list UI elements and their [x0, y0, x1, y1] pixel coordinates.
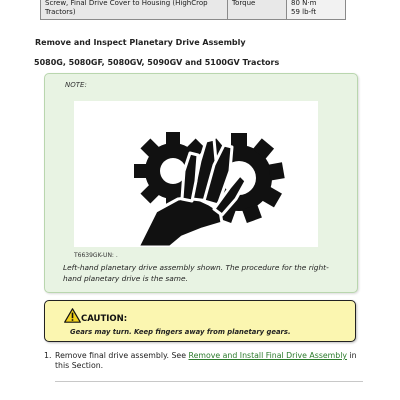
caution-title: CAUTION: — [81, 314, 128, 324]
step-text-after: in this Section. — [55, 351, 357, 370]
note-box — [44, 73, 358, 293]
hand-caught-in-gears-icon — [74, 101, 318, 247]
spec-value-metric: 80 N·m — [291, 0, 317, 7]
spec-value-imperial: 59 lb-ft — [291, 8, 317, 16]
table-row — [41, 0, 346, 20]
step-body — [55, 351, 366, 371]
spec-measurement-cell: Torque — [228, 0, 287, 20]
spec-item-cell: Screw, Final Drive Cover to Housing (HighCrop Tractors) — [41, 0, 228, 20]
models-heading: 5080G, 5080GF, 5080GV, 5090GV and 5100GV Tractors — [34, 58, 280, 67]
final-drive-link[interactable]: Remove and Install Final Drive Assembly — [188, 351, 348, 360]
caution-box — [44, 300, 356, 342]
note-label: NOTE: — [65, 81, 87, 89]
procedure-title: Remove and Inspect Planetary Drive Assembly — [35, 38, 246, 47]
divider — [55, 381, 363, 382]
spec-table — [40, 0, 346, 20]
warning-triangle-icon — [64, 308, 81, 327]
spec-value-cell — [287, 0, 346, 20]
list-item — [44, 351, 366, 371]
step-text: Remove final drive assembly. See — [55, 351, 189, 360]
step-number: 1. — [44, 351, 52, 360]
figure-id: T6639GK-UN: . — [74, 252, 118, 259]
note-text: Left-hand planetary drive assembly shown. The procedure for the right-hand planetary drive is the same. — [63, 263, 329, 283]
caution-text: Gears may turn. Keep fingers away from planetary gears. — [70, 328, 291, 336]
